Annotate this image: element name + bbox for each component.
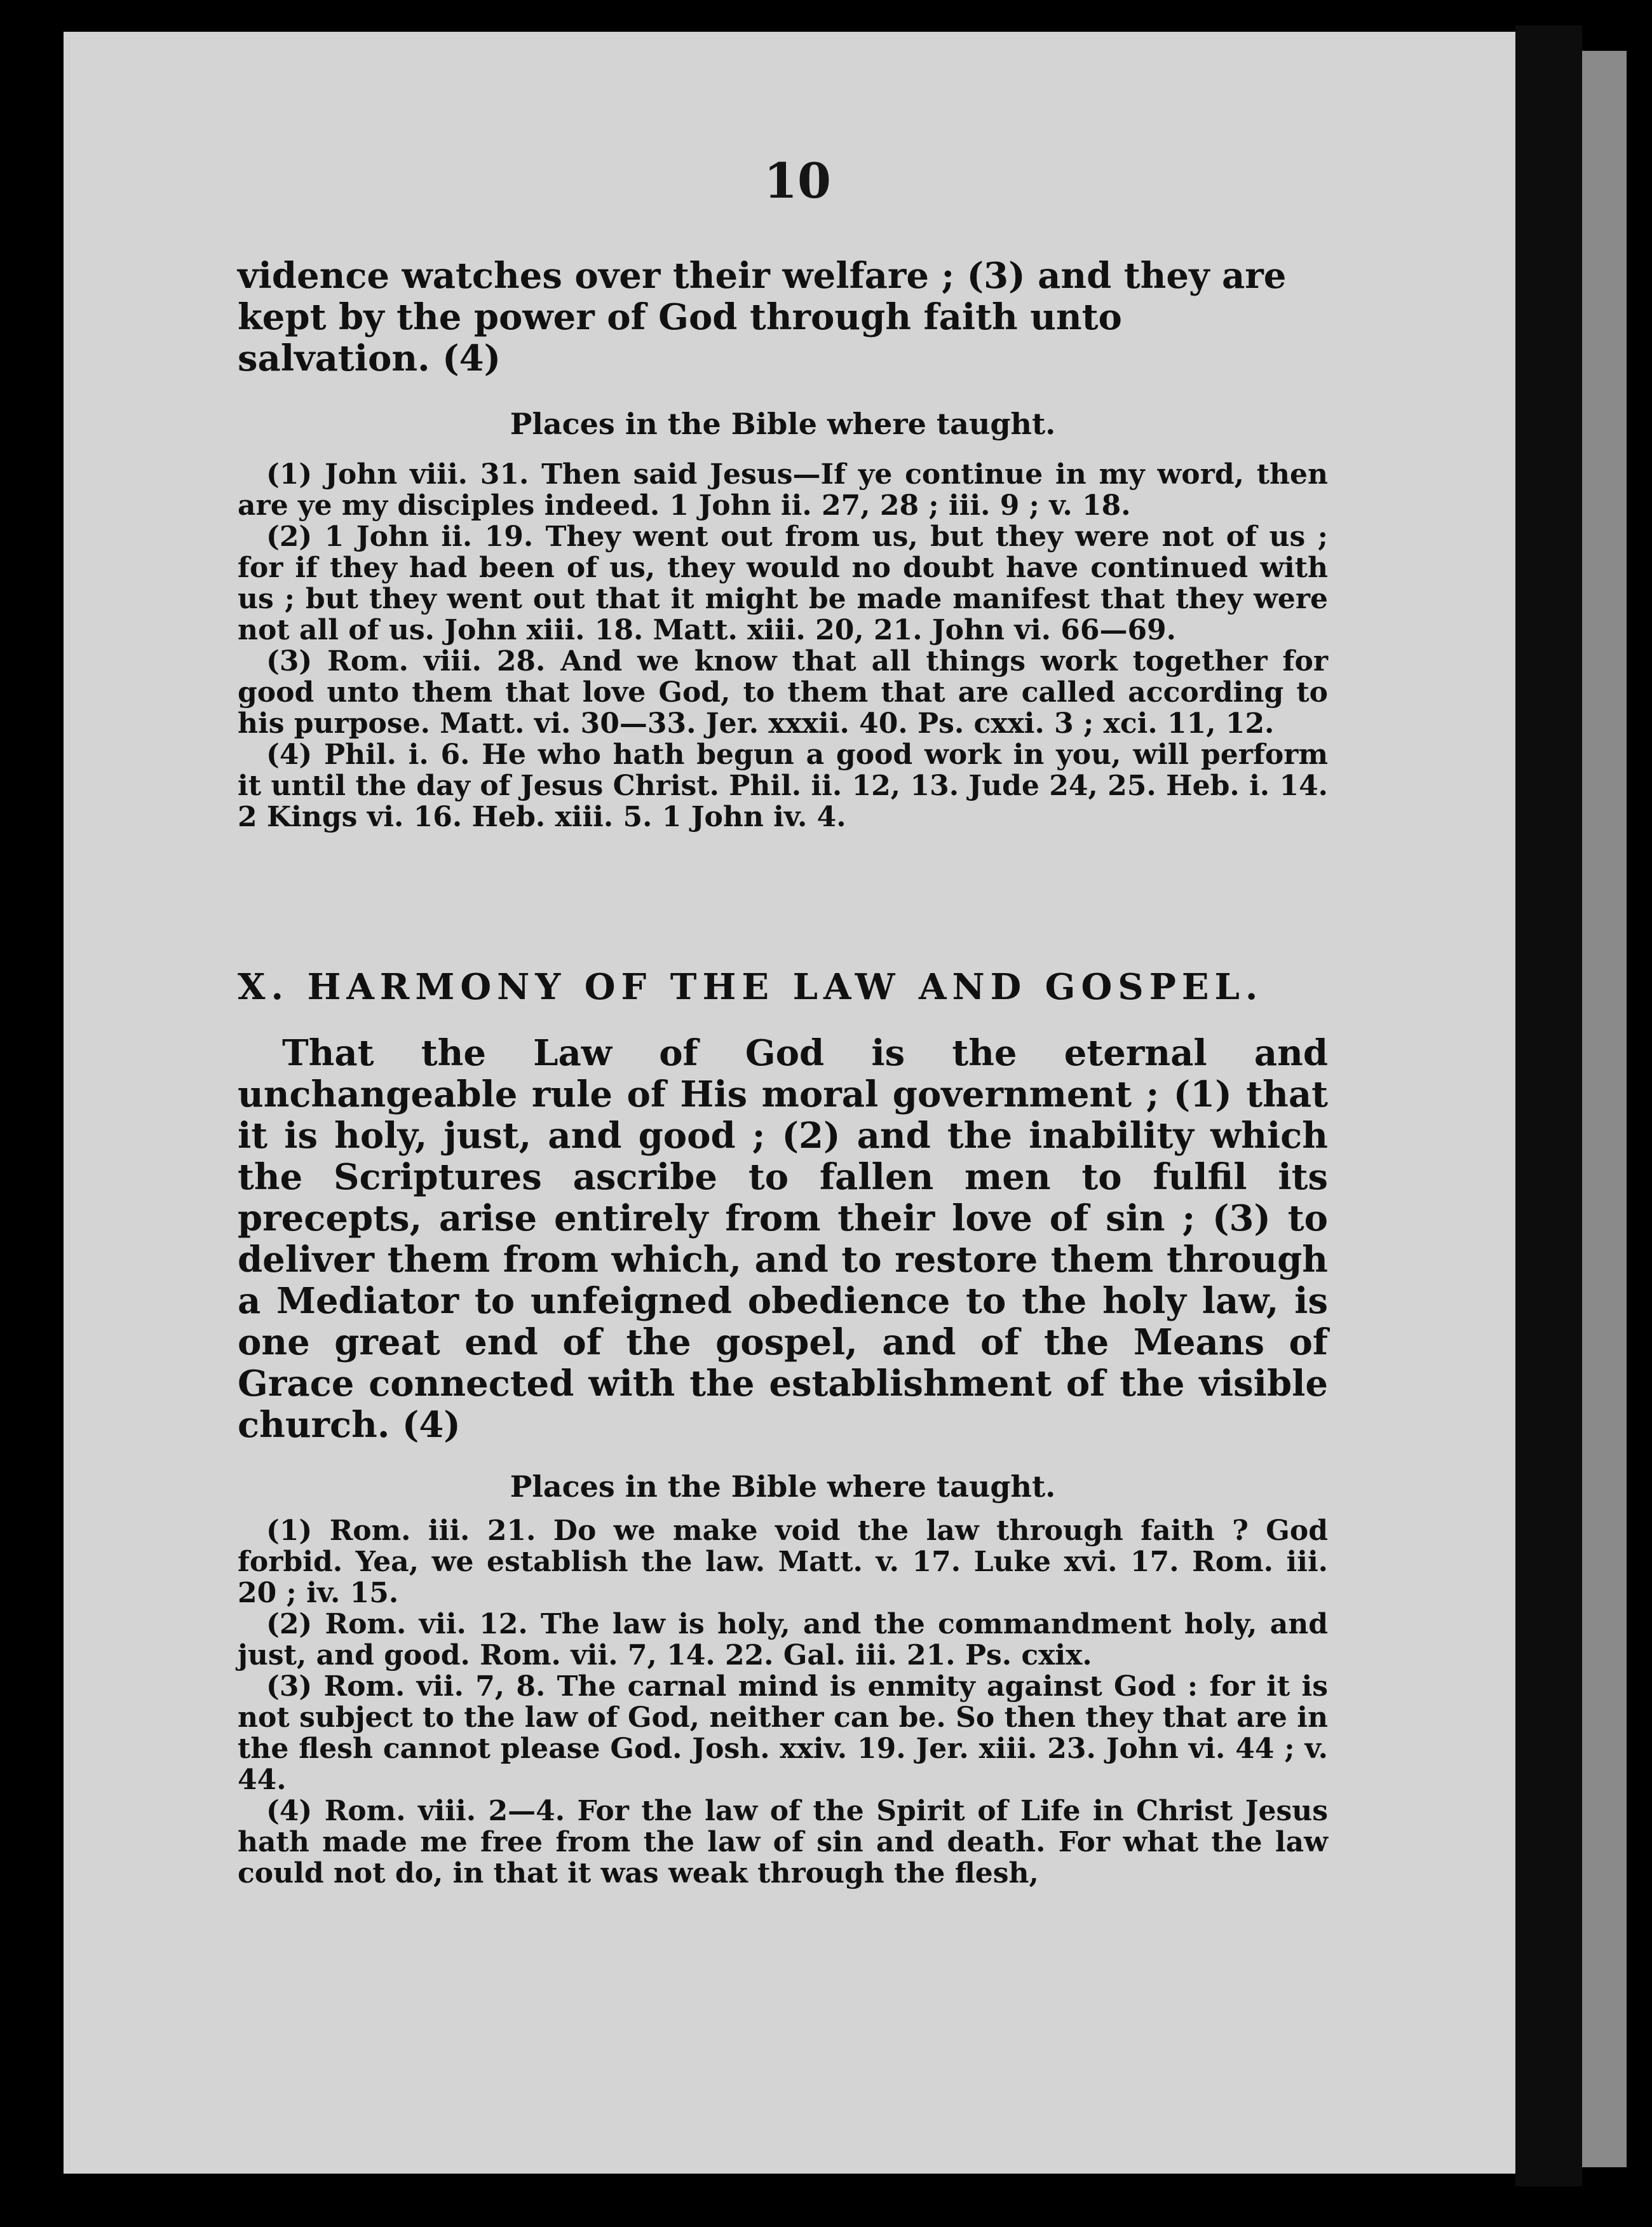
adjacent-page-edge [1582,51,1627,2167]
section-title: X. HARMONY OF THE LAW AND GOSPEL. [238,966,1264,1008]
reference-item: (2) Rom. vii. 12. The law is holy, and the commandment holy, and just, and good. Rom. vii. 7, 14. 22. Gal. iii. 21. Ps. cxix. [238,1608,1328,1672]
reference-item: (4) Rom. viii. 2—4. For the law of the Spirit of Life in Christ Jesus hath made me free from the law of sin and death. For what the law could not do, in that it was weak through the flesh, [238,1795,1328,1890]
reference-item: (3) Rom. viii. 28. And we know that all things work together for good unto them that love God, to them that are called according to his purpose. Matt. vi. 30—33. Jer. xxxii. 40. Ps. cxxi. 3 ; xci. 11, 12. [238,645,1328,740]
page-number: 10 [764,153,831,209]
reference-item: (1) Rom. iii. 21. Do we make void the law through faith ? God forbid. Yea, we establish the law. Matt. v. 17. Luke xvi. 17. Rom. iii. 20 ; iv. 15. [238,1515,1328,1609]
references-heading: Places in the Bible where taught. [510,407,1056,441]
book-spine [1515,25,1582,2186]
intro-paragraph: vidence watches over their welfare ; (3) and they are kept by the power of God through faith unto salvation. (4) [238,255,1287,379]
references-list [238,459,1328,833]
reference-item: (2) 1 John ii. 19. They went out from us, but they were not of us ; for if they had been of us, they would no doubt have continued with us ; but they went out that it might be made manifest that they were not all of us. John xiii. 18. Matt. xiii. 20, 21. John vi. 66—69. [238,521,1328,646]
reference-item: (1) John viii. 31. Then said Jesus—If ye continue in my word, then are ye my disciples indeed. 1 John ii. 27, 28 ; iii. 9 ; v. 18. [238,458,1328,522]
references-heading: Places in the Bible where taught. [510,1469,1056,1504]
references-list [238,1515,1328,1889]
reference-item: (4) Phil. i. 6. He who hath begun a good work in you, will perform it until the day of Jesus Christ. Phil. ii. 12, 13. Jude 24, 25. Heb. i. 14. 2 Kings vi. 16. Heb. xiii. 5. 1 John iv. 4. [238,739,1328,833]
section-paragraph: That the Law of God is the eternal and unchangeable rule of His moral government ; (1) that it is holy, just, and good ; (2) and the inability which the Scriptures ascribe to fallen men to fulfil its precepts, arise entirely from their love of sin ; (3) to deliver them from which, and to restore them through a Mediator to unfeigned obedience to the holy law, is one great end of the gospel, and of the Means of Grace connected with the establishment of the visible church. (4) [238,1032,1328,1446]
reference-item: (3) Rom. vii. 7, 8. The carnal mind is enmity against God : for it is not subject to the law of God, neither can be. So then they that are in the flesh cannot please God. Josh. xxiv. 19. Jer. xiii. 23. John vi. 44 ; v. 44. [238,1670,1328,1796]
